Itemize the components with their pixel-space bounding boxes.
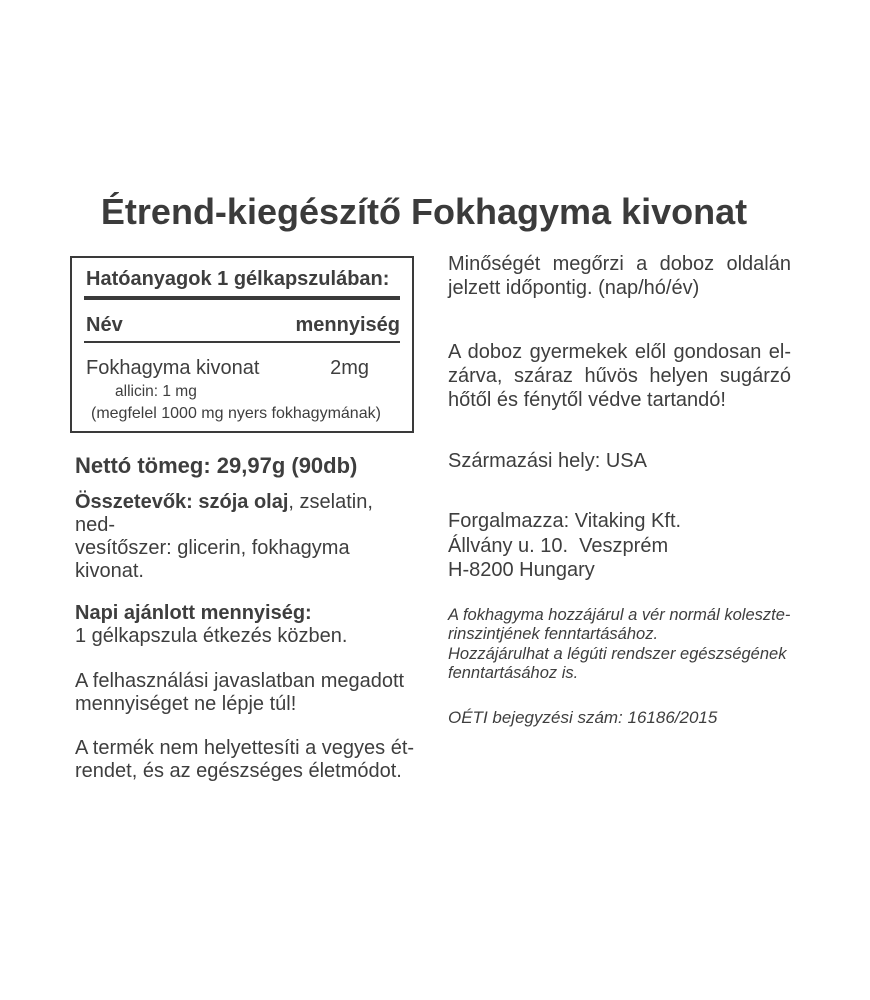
origin-text: Származási hely: USA: [448, 450, 647, 472]
quality-line-2: jelzett időpontig. (nap/hó/év): [448, 277, 700, 299]
disclaimer-line-1: A termék nem helyettesíti a vegyes ét-: [75, 737, 415, 759]
warning-line-2: mennyiséget ne lépje túl!: [75, 693, 297, 715]
column-quantity-header: mennyiség: [295, 314, 400, 336]
storage-line-2: zárva, száraz hűvös helyen sugárzó: [448, 365, 791, 387]
distributor-line-1: Forgalmazza: Vitaking Kft.: [448, 510, 682, 532]
facts-header: Hatóanyagok 1 gélkapszulában:: [86, 268, 390, 290]
divider-thin: [84, 341, 400, 343]
daily-dose-text: 1 gélkapszula étkezés közben.: [75, 625, 348, 647]
warning-line-1: A felhasználási javaslatban megadott: [75, 670, 405, 692]
ingredients-line-1-rest: , zselatin, ned-: [75, 491, 373, 536]
daily-dose-heading: Napi ajánlott mennyiség:: [75, 602, 312, 624]
ingredient-equivalence-note: (megfelel 1000 mg nyers fokhagymának): [91, 405, 381, 422]
storage-line-3: hőtől és fénytől védve tartandó!: [448, 389, 726, 411]
storage-paragraph: [448, 340, 791, 412]
net-weight: Nettó tömeg: 29,97g (90db): [75, 453, 358, 478]
supplement-facts-box: [70, 256, 414, 433]
ingredient-sub-detail: allicin: 1 mg: [115, 383, 197, 400]
quality-line-1: Minőségét megőrzi a doboz oldalán: [448, 253, 791, 275]
storage-line-1: A doboz gyermekek elől gondosan el-: [448, 341, 791, 363]
right-column: [448, 252, 791, 728]
ingredient-row: [84, 357, 400, 379]
column-name-header: Név: [86, 314, 123, 336]
warning-paragraph: [75, 670, 416, 716]
ingredients-bold-part: Összetevők: szója olaj: [75, 491, 289, 513]
distributor-line-2: Állvány u. 10. Veszprém: [448, 534, 669, 557]
distributor-paragraph: [448, 509, 791, 583]
health-claims-paragraph: [448, 606, 791, 684]
claims-line-1: A fokhagyma hozzájárul a vér normál koleszte-: [448, 605, 791, 624]
claims-line-2: rinszintjének fenntartásához.: [448, 625, 659, 643]
daily-dose-paragraph: [75, 602, 416, 648]
disclaimer-line-2: rendet, és az egészséges életmódot.: [75, 760, 402, 782]
claims-line-3: Hozzájárulhat a légúti rendszer egészségének: [448, 644, 787, 663]
ingredient-amount: 2mg: [330, 357, 369, 379]
registration-number: OÉTI bejegyzési szám: 16186/2015: [448, 707, 718, 727]
ingredients-paragraph: [75, 491, 416, 583]
disclaimer-paragraph: [75, 737, 416, 783]
quality-paragraph: [448, 252, 791, 300]
ingredients-line-2: vesítőszer: glicerin, fokhagyma kivonat.: [75, 537, 350, 582]
ingredient-name: Fokhagyma kivonat: [86, 357, 260, 379]
left-column: [70, 256, 416, 783]
product-title: Étrend-kiegészítő Fokhagyma kivonat: [100, 191, 748, 232]
facts-column-headers: [84, 314, 400, 336]
distributor-line-3: H-8200 Hungary: [448, 559, 595, 581]
divider-thick: [84, 296, 400, 300]
claims-line-4: fenntartásához is.: [448, 664, 579, 682]
ingredients-line-1: [75, 491, 416, 537]
